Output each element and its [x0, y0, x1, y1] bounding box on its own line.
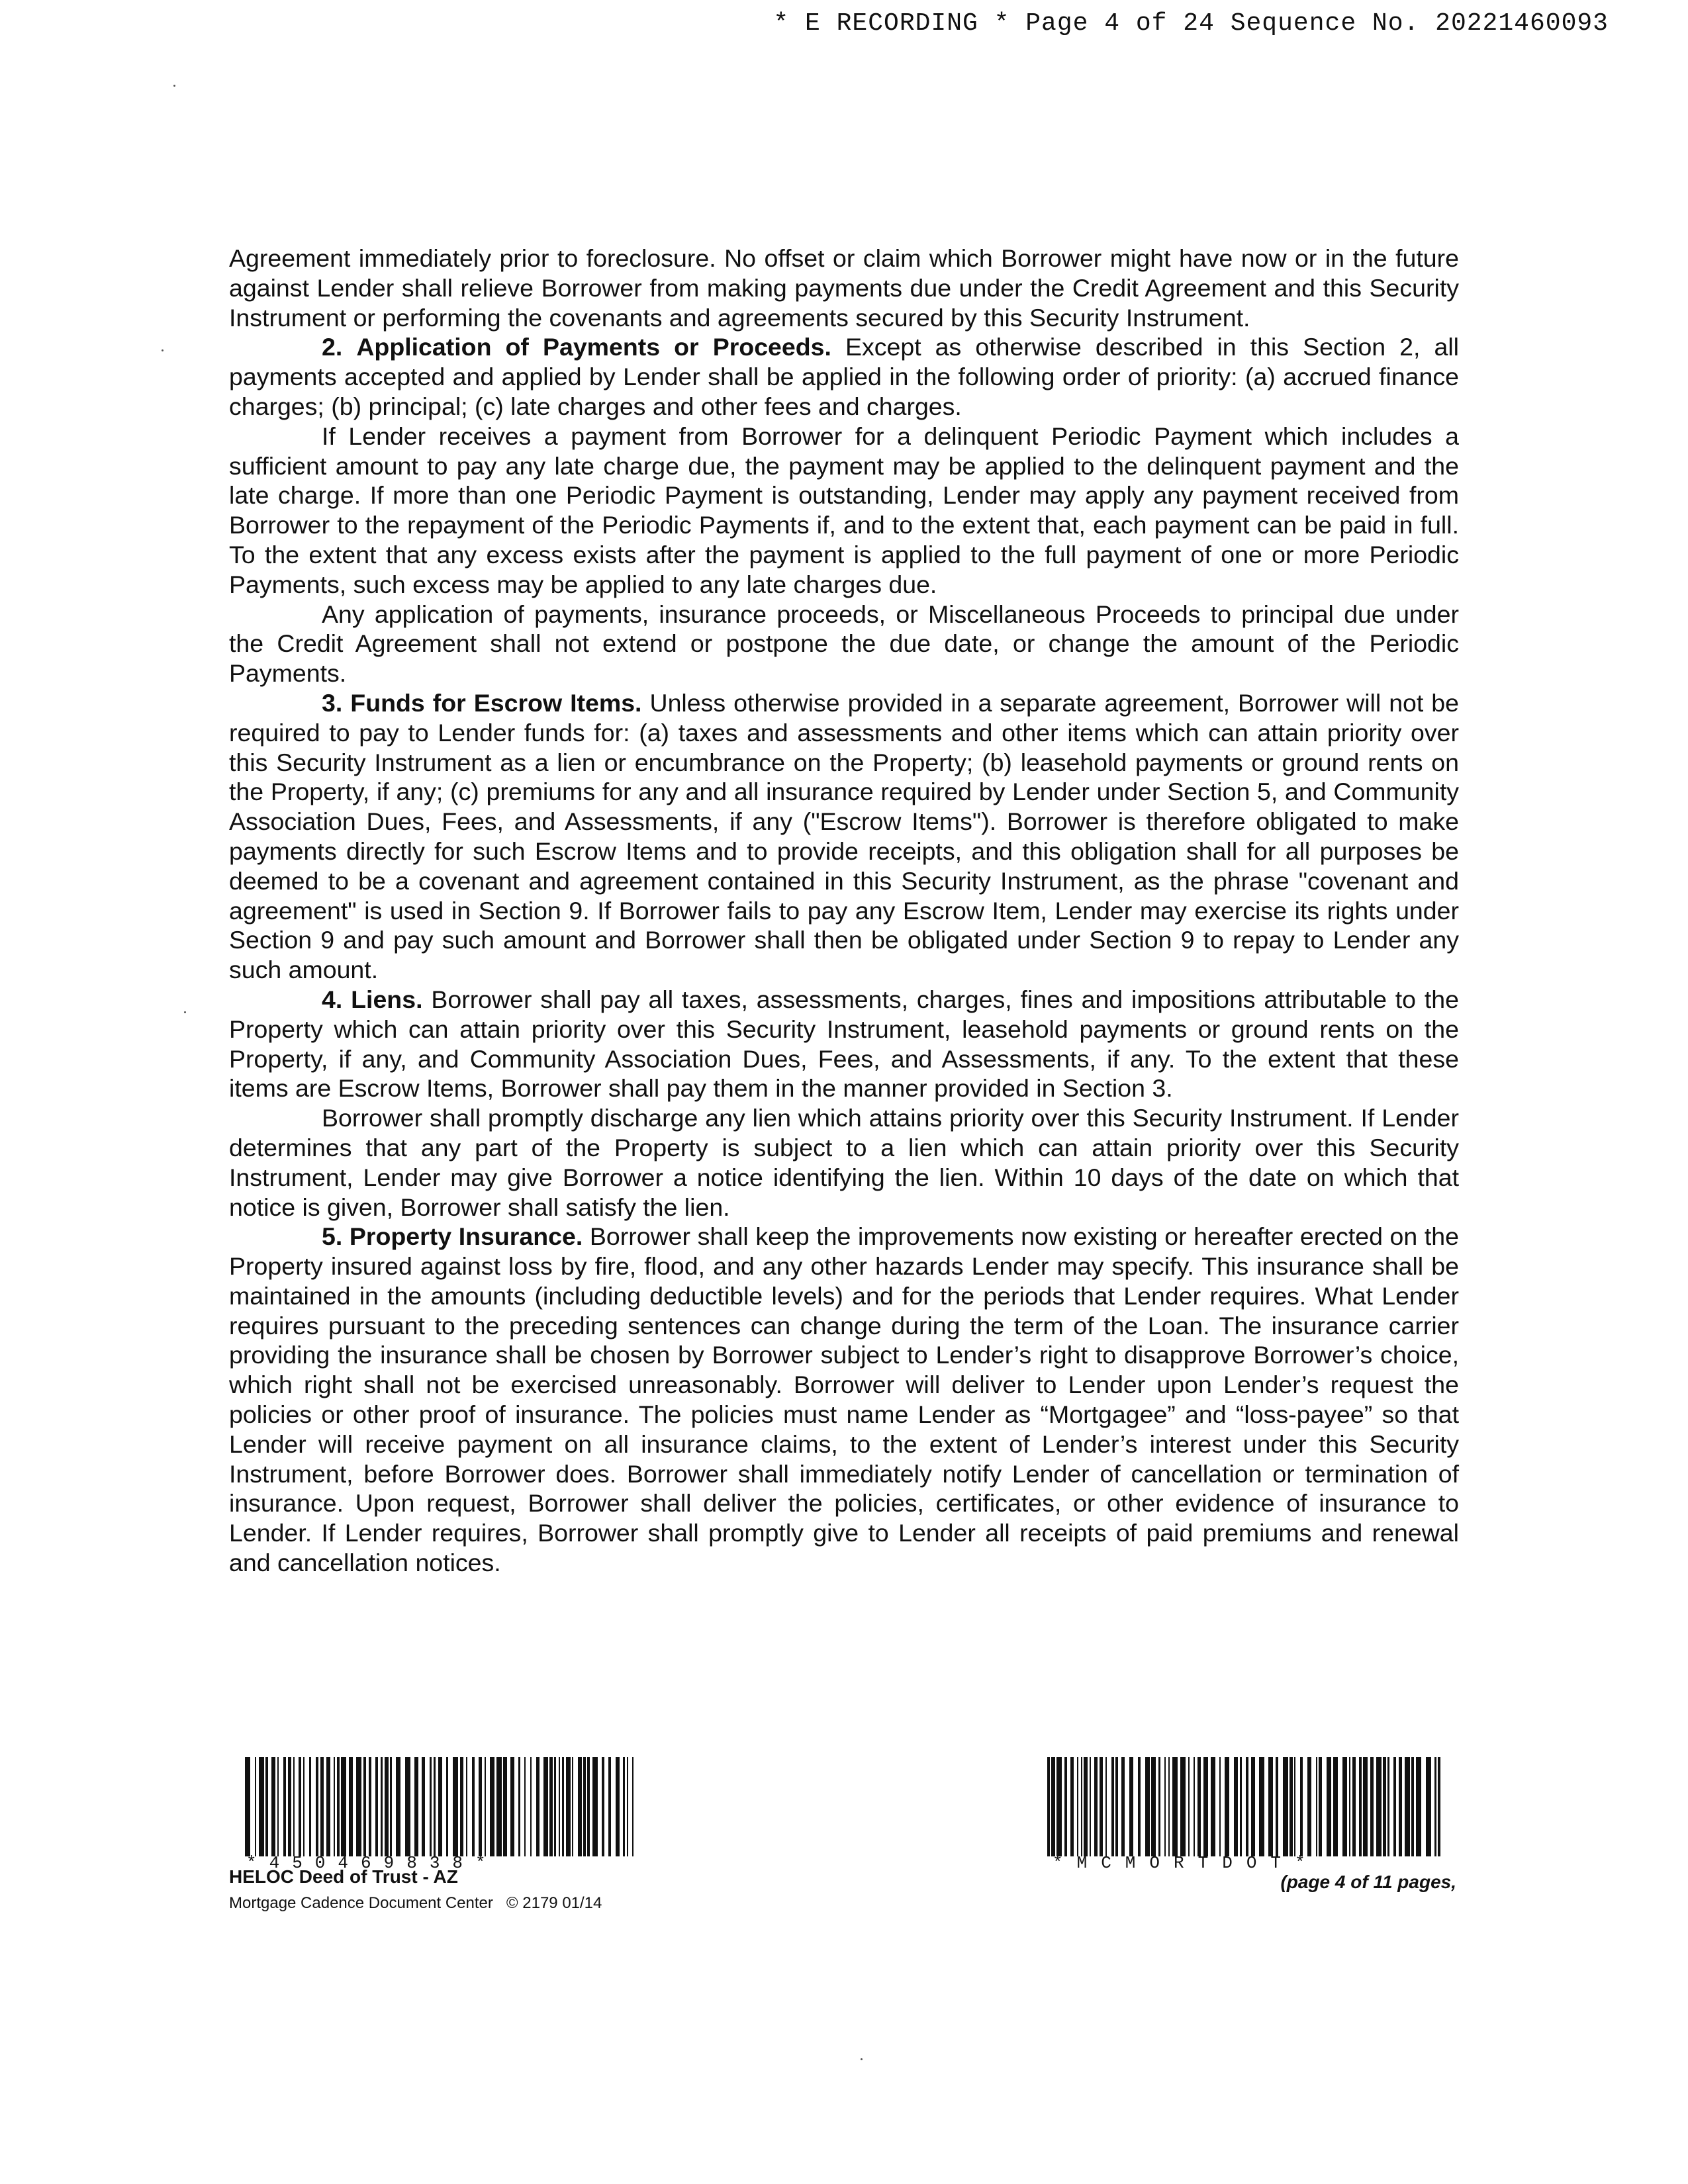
barcode-bar — [1064, 1757, 1067, 1856]
barcode-bar — [1090, 1757, 1091, 1856]
barcode-bar — [1333, 1757, 1338, 1856]
scan-speck — [173, 85, 175, 87]
barcode-bar — [309, 1757, 311, 1856]
barcode-bar — [1158, 1757, 1160, 1856]
barcode-bar — [530, 1757, 532, 1856]
barcode-bar — [510, 1757, 514, 1856]
section-2-lead: Except as otherwise described in this Section 2, all payments accepted and applied by Lender shall be applied in the following order of priority: (a) accrued finance charges; (b) principal; (c) late charges and other fees and charges. — [229, 333, 1460, 420]
barcode-bar — [1234, 1757, 1238, 1856]
barcode-bar — [524, 1757, 526, 1856]
barcode-bar — [1203, 1757, 1208, 1856]
barcode-bar — [587, 1757, 590, 1856]
barcode-bar — [1387, 1757, 1389, 1856]
barcode-bar — [303, 1757, 305, 1856]
barcode-bar — [1327, 1757, 1331, 1856]
section-4 — [229, 985, 1459, 1103]
barcode-bar — [434, 1757, 436, 1856]
scan-speck — [162, 349, 164, 351]
barcode-bar — [1047, 1757, 1050, 1856]
section-3-number: 3. — [322, 688, 343, 717]
form-title: HELOC Deed of Trust - AZ — [229, 1866, 458, 1887]
section-3 — [229, 688, 1459, 985]
barcode-bar — [1051, 1757, 1055, 1856]
barcode-bar — [1077, 1757, 1078, 1856]
barcode-bar — [1434, 1757, 1436, 1856]
barcode-bar — [385, 1757, 389, 1856]
form-code: © 2179 01/14 — [506, 1894, 602, 1912]
barcode-bar — [1294, 1757, 1295, 1856]
barcode-bar — [405, 1757, 410, 1856]
form-center — [229, 1894, 602, 1913]
barcode-bar — [255, 1757, 256, 1856]
barcode-bar — [1283, 1757, 1288, 1856]
barcode-bar — [414, 1757, 418, 1856]
page-info: (page 4 of 11 pages, — [1280, 1872, 1456, 1892]
barcode-bar — [616, 1757, 620, 1856]
barcode-bar — [1172, 1757, 1178, 1856]
section-2-number: 2. — [322, 333, 343, 361]
barcode-bar — [549, 1757, 553, 1856]
barcode-bar — [1180, 1757, 1186, 1856]
barcode-bar — [623, 1757, 625, 1856]
barcode-bar — [1416, 1757, 1421, 1856]
barcode-bar — [466, 1757, 467, 1856]
barcode-bar — [503, 1757, 507, 1856]
barcode-bar — [1105, 1757, 1107, 1856]
barcode-bar — [1219, 1757, 1221, 1856]
barcode-bar — [1268, 1757, 1273, 1856]
barcode-bar — [485, 1757, 486, 1856]
barcode-bar — [554, 1757, 556, 1856]
barcode-bar — [422, 1757, 425, 1856]
barcode-bar — [363, 1757, 366, 1856]
barcode-bar — [627, 1757, 628, 1856]
barcode-right — [1047, 1757, 1444, 1856]
barcode-bar — [438, 1757, 442, 1856]
barcode-bar — [375, 1757, 378, 1856]
barcode-bar — [1405, 1757, 1410, 1856]
document-body — [229, 244, 1459, 1578]
barcode-bar — [1376, 1757, 1382, 1856]
barcode-bar — [453, 1757, 458, 1856]
barcode-bar — [299, 1757, 301, 1856]
barcode-bar — [283, 1757, 286, 1856]
barcode-bar — [1070, 1757, 1074, 1856]
barcode-bar — [1115, 1757, 1118, 1856]
barcode-bar — [1393, 1757, 1396, 1856]
barcode-bar — [1349, 1757, 1350, 1856]
barcode-bar — [1211, 1757, 1215, 1856]
barcode-bar — [1289, 1757, 1293, 1856]
barcode-bar — [496, 1757, 502, 1856]
barcode-bar — [1399, 1757, 1402, 1856]
barcode-bar — [1188, 1757, 1190, 1856]
barcode-bar — [334, 1757, 335, 1856]
barcode-bar — [320, 1757, 324, 1856]
section-4-paragraph: Borrower shall promptly discharge any lien which attains priority over this Security Instrument. If Lender determines that any part of the Property is subject to a lien which can attain priority over this Security Instrument, Lender may give Borrower a notice identifying the lien. Within 10 days of the date on which that notice is given, Borrower shall satisfy the lien. — [229, 1104, 1459, 1221]
barcode-bar — [271, 1757, 275, 1856]
barcode-bar — [265, 1757, 268, 1856]
barcode-bar — [1352, 1757, 1356, 1856]
barcode-bar — [1251, 1757, 1255, 1856]
barcode-bar — [559, 1757, 560, 1856]
barcode-bar — [293, 1757, 295, 1856]
barcode-bar — [536, 1757, 539, 1856]
barcode-left-text: *450469838* — [246, 1853, 498, 1873]
section-2 — [229, 332, 1459, 421]
section-2-title: Application of Payments or Proceeds. — [356, 333, 831, 361]
section-4-title: Liens. — [351, 985, 423, 1013]
barcode-bar — [1129, 1757, 1133, 1856]
barcode-bar — [316, 1757, 318, 1856]
barcode-bar — [1411, 1757, 1414, 1856]
barcode-bar — [1363, 1757, 1368, 1856]
barcode-bar — [1197, 1757, 1201, 1856]
section-2-paragraph: Any application of payments, insurance proceeds, or Miscellaneous Proceeds to principal due under the Credit Agreement shall not extend or postpone the due date, or change the amount of the Periodic Payments. — [229, 600, 1459, 688]
barcode-bar — [1359, 1757, 1362, 1856]
barcode-bar — [326, 1757, 330, 1856]
section-5 — [229, 1222, 1459, 1578]
barcode-left — [245, 1757, 635, 1856]
barcode-bar — [490, 1757, 494, 1856]
barcode-bar — [1342, 1757, 1347, 1856]
barcode-bar — [608, 1757, 611, 1856]
barcode-bar — [1383, 1757, 1386, 1856]
barcode-bar — [518, 1757, 520, 1856]
section-3-title: Funds for Escrow Items. — [350, 688, 642, 717]
scan-speck — [184, 1011, 186, 1013]
section-5-title: Property Insurance. — [349, 1222, 583, 1251]
barcode-bar — [562, 1757, 564, 1856]
scan-speck — [861, 2058, 863, 2060]
barcode-bar — [349, 1757, 353, 1856]
barcode-bar — [288, 1757, 291, 1856]
barcode-bar — [592, 1757, 598, 1856]
barcode-bar — [390, 1757, 392, 1856]
barcode-bar — [543, 1757, 548, 1856]
section-5-number: 5. — [322, 1222, 343, 1251]
barcode-bar — [356, 1757, 361, 1856]
barcode-bar — [430, 1757, 432, 1856]
barcode-bar — [1164, 1757, 1166, 1856]
section-4-lead: Borrower shall pay all taxes, assessments, charges, fines and impositions attributable to the Property which can attain priority over this Security Instrument, leasehold payments or ground rents on the Property, if any, and Community Association Dues, Fees, and Assessments, if any. To the extent that these items are Escrow Items, Borrower shall pay them in the manner provided in Section 3. — [229, 985, 1460, 1103]
barcode-bar — [1100, 1757, 1103, 1856]
barcode-bar — [1094, 1757, 1098, 1856]
barcode-bar — [1300, 1757, 1303, 1856]
continuation-paragraph: Agreement immediately prior to foreclosure. No offset or claim which Borrower might have now or in the future against Lender shall relieve Borrower from making payments due under the Credit Agreement and this Security Instrument or performing the covenants and agreements secured by this Security Instrument. — [229, 244, 1459, 332]
barcode-bar — [472, 1757, 475, 1856]
barcode-bar — [1316, 1757, 1317, 1856]
barcode-bar — [259, 1757, 264, 1856]
barcode-bar — [446, 1757, 448, 1856]
barcode-bar — [1426, 1757, 1431, 1856]
barcode-bar — [1056, 1757, 1062, 1856]
barcode-bar — [381, 1757, 383, 1856]
barcode-bar — [245, 1757, 250, 1856]
barcode-bar — [566, 1757, 571, 1856]
barcode-bar — [1319, 1757, 1322, 1856]
barcode-bar — [369, 1757, 371, 1856]
barcode-bar — [1307, 1757, 1311, 1856]
form-center-name: Mortgage Cadence Document Center — [229, 1894, 493, 1912]
barcode-bar — [479, 1757, 482, 1856]
barcode-bar — [1138, 1757, 1141, 1856]
barcode-bar — [1111, 1757, 1114, 1856]
barcode-bar — [578, 1757, 582, 1856]
barcode-bar — [602, 1757, 604, 1856]
barcode-bar — [1145, 1757, 1150, 1856]
barcode-bar — [1081, 1757, 1082, 1856]
section-2-paragraph: If Lender receives a payment from Borrower for a delinquent Periodic Payment which includes a sufficient amount to pay any late charge due, the payment may be applied to the delinquent payment and the late charge. If more than one Periodic Payment is outstanding, Lender may apply any payment received from Borrower to the repayment of the Periodic Payments if, and to the extent that, each payment can be paid in full. To the extent that any excess exists after the payment is applied to the full payment of one or more Periodic Payments, such excess may be applied to any late charges due. — [229, 422, 1459, 598]
barcode-bar — [1438, 1757, 1440, 1856]
barcode-bar — [1168, 1757, 1170, 1856]
barcode-bar — [1240, 1757, 1242, 1856]
barcode-bar — [1151, 1757, 1156, 1856]
barcode-bar — [583, 1757, 586, 1856]
section-3-lead: Unless otherwise provided in a separate agreement, Borrower will not be required to pay to Lender funds for: (a) taxes and assessments and other items which can attain priority over this Security Instrument as a lien or encumbrance on the Property; (b) leasehold payments or ground rents on the Property, if any; (c) premiums for any and all insurance required by Lender under Section 5, and Community Association Dues, Fees, and Assessments, if any ("Escrow Items"). Borrower is therefore obligated to make payments directly for such Escrow Items and to provide receipts, and this obligation shall for all purposes be deemed to be a covenant and agreement contained in this Security Instrument, as the phrase "covenant and agreement" is used in Section 9. If Borrower fails to pay any Escrow Item, Lender may exercise its rights under Section 9 and pay such amount and Borrower shall then be obligated under Section 9 to repay to Lender any such amount. — [229, 688, 1460, 984]
barcode-bar — [632, 1757, 633, 1856]
barcode-bar — [572, 1757, 573, 1856]
barcode-bar — [1121, 1757, 1125, 1856]
barcode-bar — [1084, 1757, 1088, 1856]
barcode-bar — [396, 1757, 400, 1856]
barcode-bar — [337, 1757, 340, 1856]
barcode-bar — [341, 1757, 346, 1856]
barcode-bar — [1225, 1757, 1229, 1856]
barcode-bar — [1370, 1757, 1374, 1856]
section-4-number: 4. — [322, 985, 343, 1013]
recording-header: * E RECORDING * Page 4 of 24 Sequence No. 20221460093 — [773, 9, 1609, 38]
barcode-bar — [277, 1757, 279, 1856]
section-5-lead: Borrower shall keep the improvements now existing or hereafter erected on the Property insured against loss by fire, flood, and any other hazards Lender may specify. This insurance shall be maintained in the amounts (including deductible levels) and for the periods that Lender requires. What Lender requires pursuant to the preceding sentences can change during the term of the Loan. The insurance carrier providing the insurance shall be chosen by Borrower subject to Lender’s right to disapprove Borrower’s choice, which right shall not be exercised unreasonably. Borrower will deliver to Lender upon Lender’s request the policies or other proof of insurance. The policies must name Lender as “Mortgagee” and “loss-payee” so that Lender will receive payment on all insurance claims, to the extent of Lender’s interest under this Security Instrument, before Borrower does. Borrower shall immediately notify Lender of cancellation or termination of insurance. Upon request, Borrower shall deliver the policies, certificates, or other evidence of insurance to Lender. If Lender requires, Borrower shall promptly give to Lender all receipts of paid premiums and renewal and cancellation notices. — [229, 1222, 1459, 1577]
barcode-bar — [1246, 1757, 1248, 1856]
barcode-bar — [1259, 1757, 1264, 1856]
barcode-bar — [460, 1757, 463, 1856]
barcode-bar — [1194, 1757, 1195, 1856]
barcode-right-text: *MCMORTDOT* — [1053, 1853, 1319, 1873]
barcode-bar — [1276, 1757, 1278, 1856]
